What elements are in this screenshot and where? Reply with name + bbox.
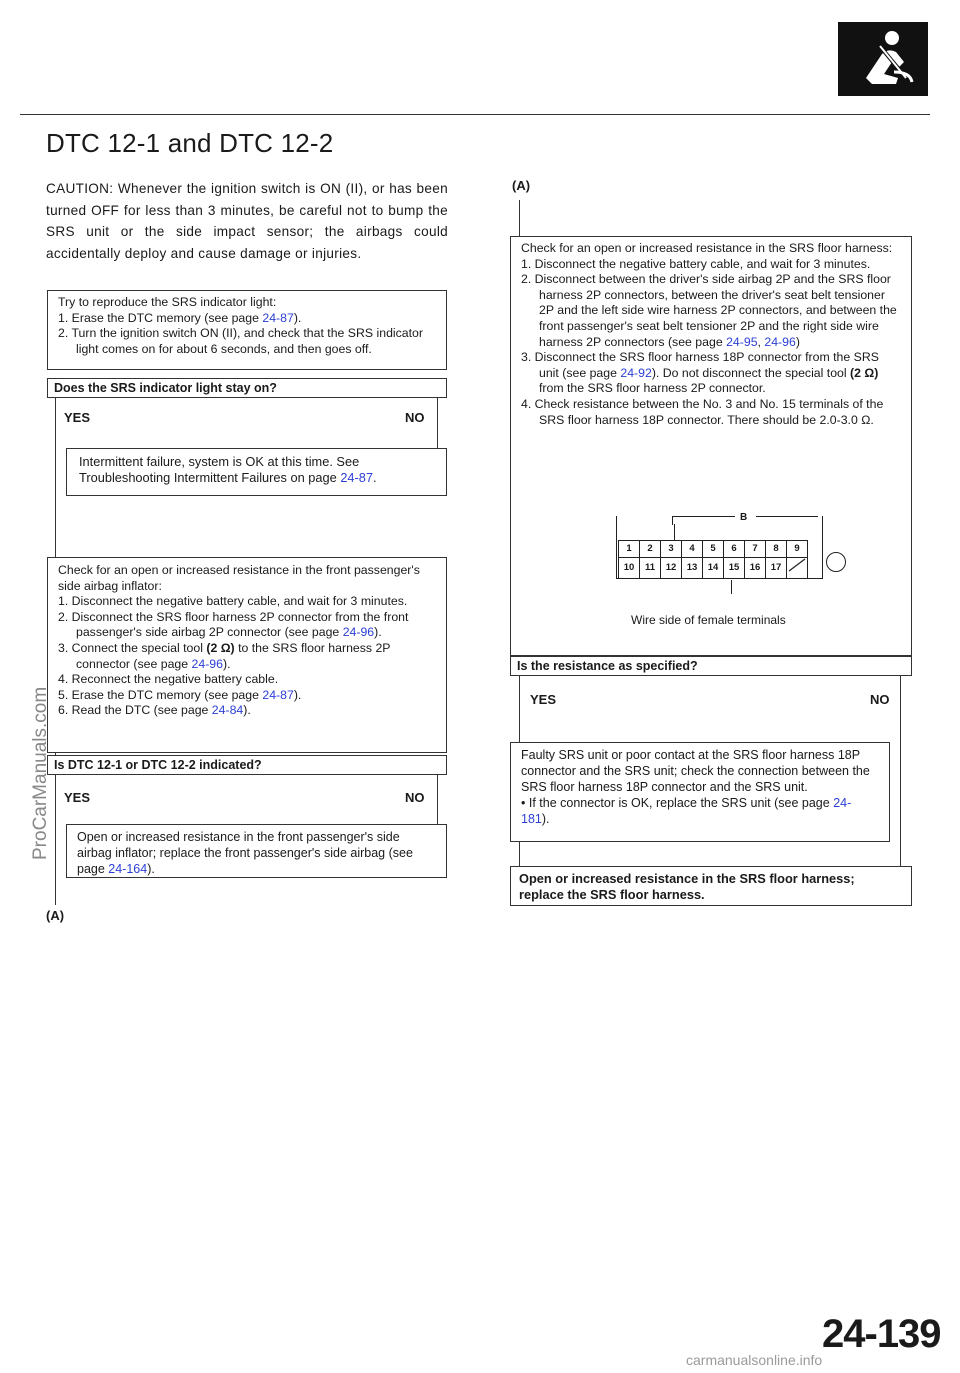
page-link[interactable]: 24-87 xyxy=(262,687,294,702)
connector-terminal: 4 xyxy=(682,541,703,558)
probe-line-15 xyxy=(731,580,732,594)
page-link[interactable]: 24-84 xyxy=(211,703,244,718)
faulty-unit-bullet: • If the connector is OK, replace the SRS unit (see page xyxy=(521,796,834,810)
connector-terminal: 7 xyxy=(745,541,766,558)
replace-airbag-box xyxy=(66,824,447,878)
connector-terminal: 1 xyxy=(619,541,640,558)
step-text-end: ). xyxy=(243,703,251,718)
page-link[interactable]: 24-95 xyxy=(726,334,758,349)
page-number: 24-139 xyxy=(822,1312,941,1356)
harness-intro: Check for an open or increased resistance in the SRS floor harness: xyxy=(521,241,893,255)
step-text: 2. Disconnect between the driver's side airbag 2P and the SRS floor harness 2P connectors, between the driver's seat belt tensioner 2P and the left side wire harness 2P connectors, and between the front passenger's seat belt tensioner 2P and the right side wire harness 2P connectors (see page xyxy=(521,272,897,349)
ref-a-top: (A) xyxy=(512,178,531,193)
reproduce-step-1 xyxy=(58,311,436,327)
intermittent-failure-box xyxy=(66,448,447,496)
step-text-end: ). xyxy=(293,687,302,702)
connector-terminal: 6 xyxy=(724,541,745,558)
ref-a-bottom: (A) xyxy=(46,908,65,923)
reproduce-step-2: 2. Turn the ignition switch ON (II), and check that the SRS indicator light comes on for about 6 seconds, and then goes off. xyxy=(58,326,423,356)
floor-harness-check-box xyxy=(510,236,912,656)
question-indicator-light: Does the SRS indicator light stay on? xyxy=(47,378,447,398)
connector-terminal: 11 xyxy=(640,558,661,579)
page-link[interactable]: 24-96 xyxy=(191,656,223,671)
watermark-left: ProCarManuals.com xyxy=(30,686,51,860)
harness-step-2 xyxy=(521,272,901,350)
special-tool-value: (2 Ω) xyxy=(850,365,879,380)
step-text: 2. Disconnect the SRS floor harness 2P connector from the front passenger's side airbag 2P connector (see page xyxy=(58,609,409,640)
yes-label-2: YES xyxy=(64,790,91,805)
page-link[interactable]: 24-92 xyxy=(620,365,652,380)
yes-label-1: YES xyxy=(64,410,91,425)
no-label-2: NO xyxy=(405,790,425,805)
page-title: DTC 12-1 and DTC 12-2 xyxy=(46,128,334,158)
front-passenger-check-box xyxy=(47,557,447,753)
connector-caption: Wire side of female terminals xyxy=(631,613,786,627)
check-step-2 xyxy=(58,610,436,641)
yes-label-3: YES xyxy=(530,692,557,707)
connector-terminal: 16 xyxy=(745,558,766,579)
step-text-end: from the SRS floor harness 2P connector. xyxy=(539,381,766,396)
watermark-bottom: carmanualsonline.info xyxy=(686,1352,823,1368)
connector-terminal: 3 xyxy=(661,541,682,558)
step-text: 5. Erase the DTC memory (see page xyxy=(58,687,263,702)
check-intro: Check for an open or increased resistance in the front passenger's side airbag inflator: xyxy=(58,563,420,593)
check-step-1: 1. Disconnect the negative battery cable, and wait for 3 minutes. xyxy=(58,594,408,609)
connector-terminal: 17 xyxy=(766,558,787,579)
harness-step-1: 1. Disconnect the negative battery cable, and wait for 3 minutes. xyxy=(521,256,871,271)
step-text-end: ). xyxy=(374,625,382,640)
step-text-end: ). xyxy=(222,656,231,671)
page-link[interactable]: 24-87 xyxy=(262,310,294,325)
step-text-end: ) xyxy=(795,334,800,349)
seatbelt-airbag-icon xyxy=(838,22,928,96)
no-label-3: NO xyxy=(870,692,890,707)
ground-symbol-icon xyxy=(826,552,846,572)
page-link[interactable]: 24-87 xyxy=(340,470,374,485)
flow-line-right-top xyxy=(519,200,520,238)
page-link[interactable]: 24-96 xyxy=(342,625,375,640)
intermittent-end: . xyxy=(373,470,377,485)
check-step-3 xyxy=(58,641,436,672)
step-text: 6. Read the DTC (see page xyxy=(58,703,212,718)
check-step-6 xyxy=(58,703,436,719)
connector-diagram xyxy=(616,514,856,599)
connector-outline xyxy=(616,516,823,579)
step-text: 1. Erase the DTC memory (see page xyxy=(58,310,263,325)
intermittent-text: Intermittent failure, system is OK at this time. See Troubleshooting Intermittent Failures on page xyxy=(79,454,360,485)
page-link[interactable]: 24-96 xyxy=(764,334,796,349)
flow-line-right-no xyxy=(900,676,901,866)
connector-terminal: 9 xyxy=(787,541,808,558)
caution-text: CAUTION: Whenever the ignition switch is ON (II), or has been turned OFF for less than 3 minutes, be careful not to bump the SRS unit or the side impact sensor; the airbags could accidentally deploy and cause damage or injuries. xyxy=(46,181,448,261)
header-rule xyxy=(20,114,930,115)
question-dtc-indicated: Is DTC 12-1 or DTC 12-2 indicated? xyxy=(47,755,447,775)
replace-airbag-end: ). xyxy=(147,862,155,876)
probe-line-3 xyxy=(674,524,675,540)
special-tool-value: (2 Ω) xyxy=(206,640,235,655)
step-separator: , xyxy=(757,334,765,349)
connector-terminal: 8 xyxy=(766,541,787,558)
connector-terminal: 14 xyxy=(703,558,724,579)
connector-terminal: 10 xyxy=(619,558,640,579)
step-text-mid: to the SRS floor harness 2P connector (see page xyxy=(76,640,391,671)
no-label-1: NO xyxy=(405,410,425,425)
harness-step-4: 4. Check resistance between the No. 3 and No. 15 terminals of the SRS floor harness 18P connector. There should be 2.0-3.0 Ω. xyxy=(521,396,884,427)
check-step-4: 4. Reconnect the negative battery cable. xyxy=(58,672,279,687)
connector-terminal: 12 xyxy=(661,558,682,579)
connector-terminal: 15 xyxy=(724,558,745,579)
harness-step-3 xyxy=(521,350,901,397)
replace-airbag-text: Open or increased resistance in the front passenger's side airbag inflator; replace the front passenger's side airbag (see page xyxy=(77,830,413,876)
connector-label-b: B xyxy=(740,512,748,523)
connector-terminal: 2 xyxy=(640,541,661,558)
faulty-unit-bullet-end: ). xyxy=(541,812,550,826)
check-step-5 xyxy=(58,688,436,704)
faulty-unit-text: Faulty SRS unit or poor contact at the SRS floor harness 18P connector and the SRS unit; check the connection between the SRS floor harness 18P connector and the SRS unit. xyxy=(521,748,870,794)
step-text: 3. Connect the special tool xyxy=(58,640,207,655)
flow-line-no-2 xyxy=(437,770,438,825)
step-text: 3. Disconnect the SRS floor harness 18P connector from the SRS unit (see page xyxy=(521,350,879,380)
reproduce-intro: Try to reproduce the SRS indicator light: xyxy=(58,295,277,309)
step-text-end: ). xyxy=(293,310,302,325)
connector-terminal: 5 xyxy=(703,541,724,558)
replace-floor-harness-box: Open or increased resistance in the SRS floor harness; replace the SRS floor harness. xyxy=(510,866,912,906)
reproduce-step-box xyxy=(47,290,447,370)
page-link[interactable]: 24-164 xyxy=(108,862,148,876)
step-text-mid: ). Do not disconnect the special tool xyxy=(651,365,851,380)
connector-terminal: 13 xyxy=(682,558,703,579)
flow-line-no-1 xyxy=(437,395,438,450)
page-link[interactable]: 24-181 xyxy=(521,796,852,826)
question-resistance-specified: Is the resistance as specified? xyxy=(510,656,912,676)
faulty-srs-unit-box xyxy=(510,742,890,842)
